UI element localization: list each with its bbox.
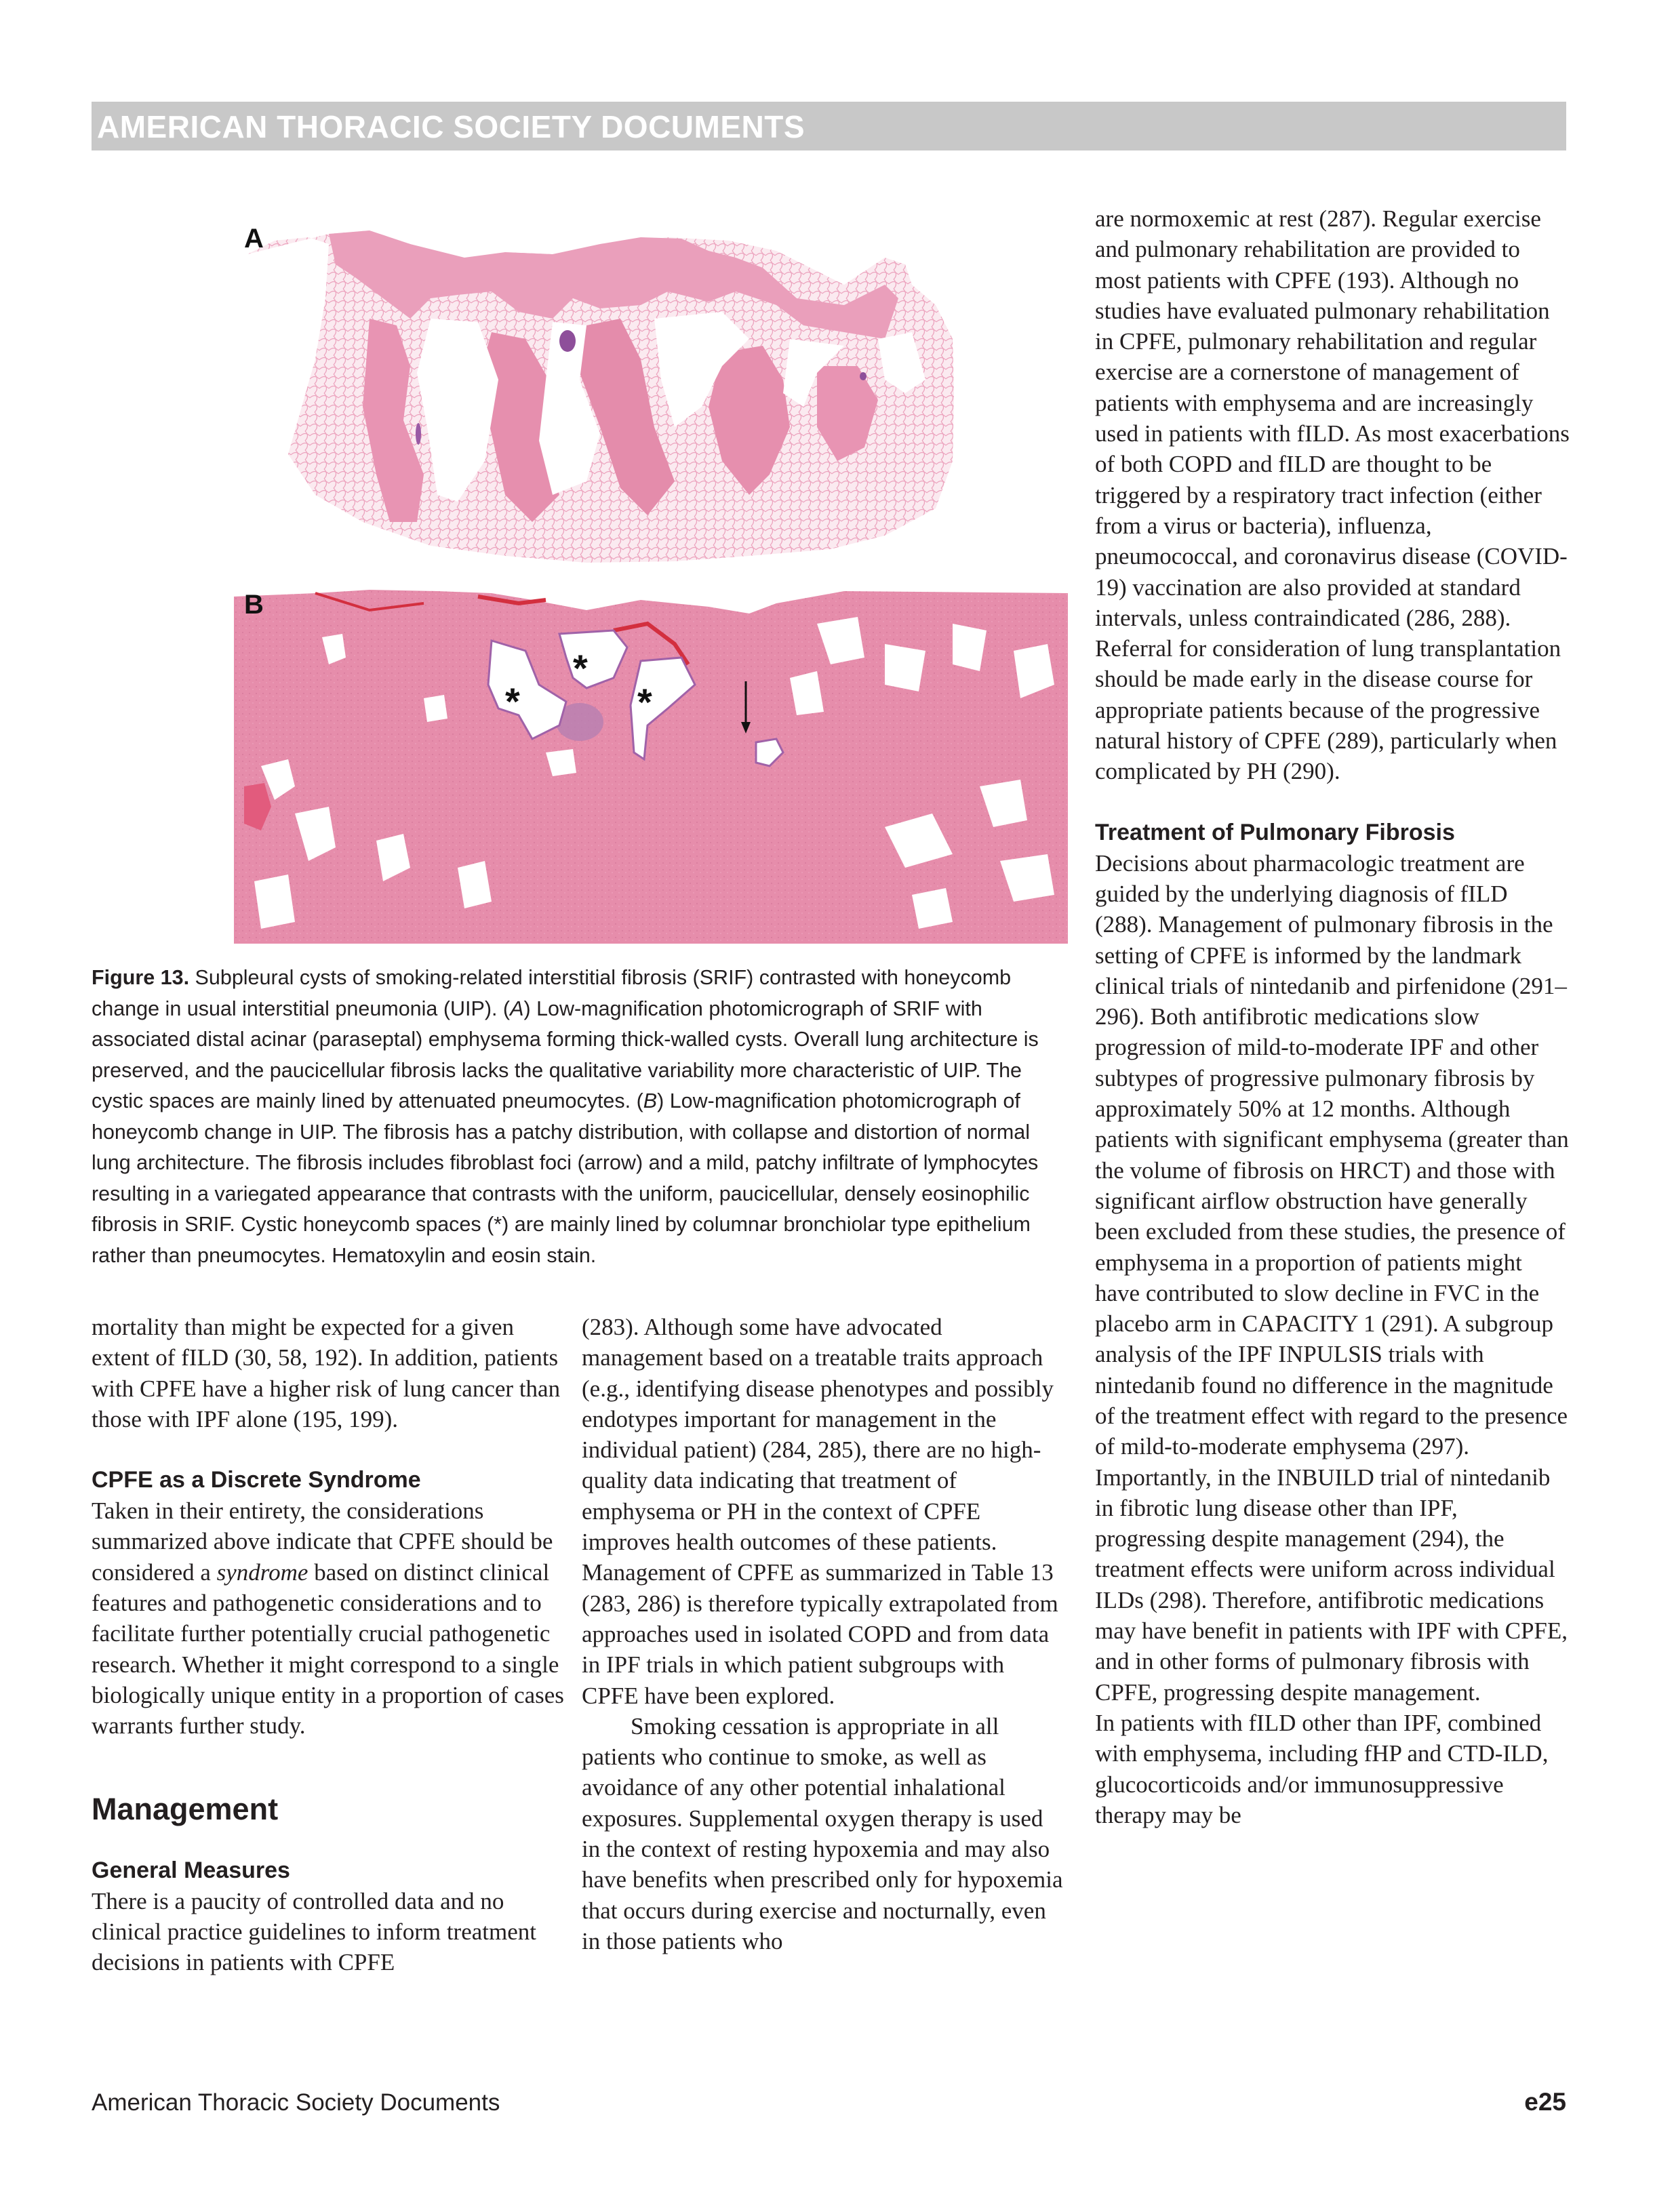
- inflammatory-focus: [559, 330, 576, 352]
- inflammatory-focus: [860, 372, 867, 380]
- caption-text: ) Low-magnification photomicrograph of honeycomb change in UIP. The fibrosis has a patchy distribution, with collapse and distortion of normal lung architecture. The fibrosis includes fibroblast foci (arrow) and a mild, patchy infiltrate of lymphocytes resulting in a variegated appearance that contrasts with the uniform, paucicellular, densely eosinophilic fibrosis in SRIF. Cystic honeycomb spaces (*) are mainly lined by columnar bronchiolar type epithelium rather than pneumocytes. Hematoxylin and eosin stain.: [92, 1089, 1039, 1267]
- panel-label-a: A: [244, 224, 264, 254]
- panel-label-b: B: [244, 590, 264, 620]
- honeycomb-asterisk: *: [505, 680, 520, 723]
- paragraph: mortality than might be expected for a given extent of fILD (30, 58, 192). In addition, patients with CPFE have a higher risk of lung cancer than those with IPF alone (195, 199).: [92, 1314, 561, 1432]
- micrograph-a-image: [234, 203, 1068, 573]
- section-heading-management: Management: [92, 1791, 279, 1826]
- running-header-title: AMERICAN THORACIC SOCIETY DOCUMENTS: [97, 109, 805, 144]
- running-header-bar: [92, 102, 1566, 150]
- figure-caption: [92, 963, 1068, 1271]
- caption-text: ) Low-magnification photomicrograph of SRIF with associated distal acinar (paraseptal) emphysema forming thick-walled cysts. Overall lung architecture is preserved, and the paucicellular fibrosis lacks the qualitative variability more characteristic of UIP. The cystic spaces are mainly lined by attenuated pneumocytes. (: [92, 997, 1039, 1112]
- body-column-right: [1095, 203, 1570, 1830]
- paragraph: In patients with fILD other than IPF, combined with emphysema, including fHP and CTD-ILD, glucocorticoids and/or immunosuppressive therapy may be: [1095, 1709, 1549, 1828]
- paragraph: Decisions about pharmacologic treatment are guided by the underlying diagnosis of fILD (288). Management of pulmonary fibrosis in the setting of CPFE is informed by the landmark clinical trials of nintedanib and pirfenidone (291–296). Both antifibrotic medications slow progression of mild-to-moderate IPF and other subtypes of progressive pulmonary fibrosis by approximately 50% at 12 months. Although patients with significant emphysema (greater than the volume of fibrosis on HRCT) and those with significant airflow obstruction have generally been excluded from these studies, the presence of emphysema in a proportion of patients might have contributed to slow decline in FVC in the placebo arm in CAPACITY 1 (291). A subgroup analysis of the IPF INPULSIS trials with nintedanib found no difference in the magnitude of the treatment effect with regard to the presence of mild-to-moderate emphysema (297). Importantly, in the INBUILD trial of nintedanib in fibrotic lung disease other than IPF, progressing despite management (294), the treatment effects were uniform across individual ILDs (298). Therefore, antifibrotic medications may have benefit in patients with IPF with CPFE, and in other forms of pulmonary fibrosis with CPFE, progressing despite management.: [1095, 849, 1569, 1706]
- paragraph: [92, 1495, 566, 1741]
- honeycomb-asterisk: *: [573, 647, 588, 689]
- body-column-middle: [582, 1312, 1063, 1956]
- caption-panel-ref: A: [510, 997, 524, 1020]
- paragraph-text: based on distinct clinical features and pathogenetic considerations and to facilitate further potentially crucial pathogenetic research. Whether it might correspond to a single biologically unique entity in a proportion of cases warrants further study.: [92, 1559, 564, 1740]
- paragraph-text: Taken in their entirety, the considerations summarized above indicate that CPFE should be considered a: [92, 1497, 553, 1586]
- body-column-left: [92, 1312, 566, 1977]
- paragraph: Smoking cessation is appropriate in all patients who continue to smoke, as well as avoidance of any other potential inhalational exposures. Supplemental oxygen therapy is used in the context of resting hypoxemia and may also have benefits when prescribed only for hypoxemia that occurs during exercise and nocturnally, even in those patients who: [582, 1712, 1063, 1954]
- micrograph-b-image: [234, 583, 1068, 944]
- section-heading-treatment: Treatment of Pulmonary Fibrosis: [1095, 819, 1455, 845]
- figure-panel-b: [234, 583, 1068, 944]
- section-heading-general-measures: General Measures: [92, 1857, 290, 1883]
- figure-panel-a: [234, 203, 1068, 573]
- footer-journal-name: American Thoracic Society Documents: [92, 2089, 500, 2116]
- caption-panel-ref: B: [643, 1089, 658, 1112]
- paragraph: are normoxemic at rest (287). Regular exercise and pulmonary rehabilitation are provided to most patients with CPFE (193). Although no studies have evaluated pulmonary rehabilitation in CPFE, pulmonary rehabilitation and regular exercise are a cornerstone of management of patients with emphysema and are increasingly used in patients with fILD. As most exacerbations of both COPD and fILD are thought to be triggered by a respiratory tract infection (either from a virus or bacteria), influenza, pneumococcal, and coronavirus disease (COVID-19) vaccination are also provided at standard intervals, unless contraindicated (286, 288). Referral for consideration of lung transplantation should be made early in the disease course for appropriate patients because of the progressive natural history of CPFE (289), particularly when complicated by PH (290).: [1095, 205, 1570, 785]
- honeycomb-asterisk: *: [637, 681, 652, 723]
- inflammatory-focus: [416, 423, 421, 445]
- section-heading-cpfe-syndrome: CPFE as a Discrete Syndrome: [92, 1467, 421, 1493]
- paragraph: There is a paucity of controlled data and no clinical practice guidelines to inform treatment decisions in patients with CPFE: [92, 1887, 536, 1976]
- paragraph: (283). Although some have advocated management based on a treatable traits approach (e.g., identifying disease phenotypes and possibly endotypes important for management in the individual patient) (284, 285), there are no high-quality data indicating that treatment of emphysema or PH in the context of CPFE improves health outcomes of these patients. Management of CPFE as summarized in Table 13 (283, 286) is therefore typically extrapolated from approaches used in isolated COPD and from data in IPF trials in which patient subgroups with CPFE have been explored.: [582, 1314, 1058, 1709]
- emphasis-text: syndrome: [216, 1559, 308, 1586]
- footer-page-number: e25: [1524, 2088, 1566, 2116]
- caption-text: Subpleural cysts of smoking-related interstitial fibrosis (SRIF) contrasted with honeycomb change in usual interstitial pneumonia (UIP). (: [92, 966, 1012, 1020]
- figure-label: Figure 13.: [92, 966, 190, 989]
